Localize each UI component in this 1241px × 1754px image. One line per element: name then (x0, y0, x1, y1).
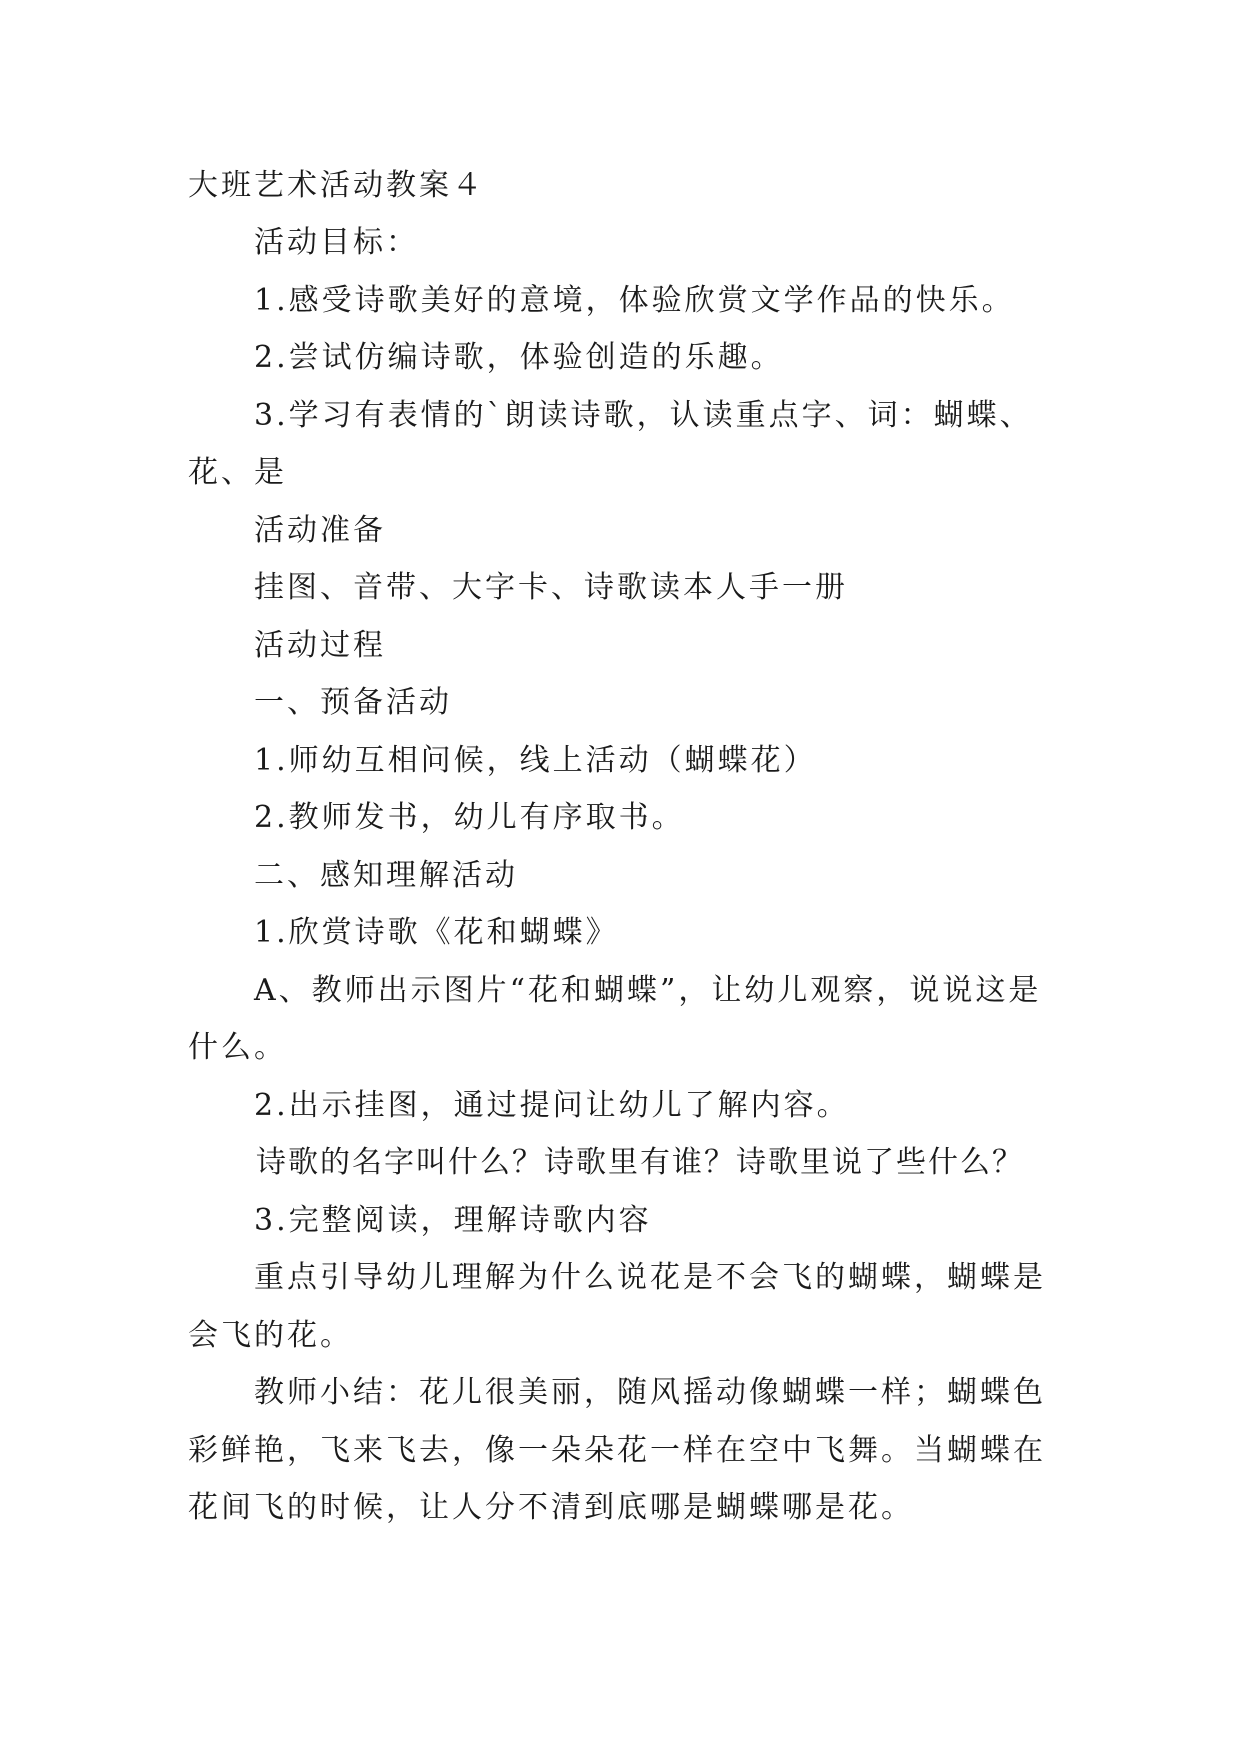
paragraph-line: A、教师出示图片“花和蝴蝶”，让幼儿观察，说说这是 (254, 973, 1042, 1008)
paragraph-line: 重点引导幼儿理解为什么说花是不会飞的蝴蝶，蝴蝶是 (254, 1260, 1046, 1295)
paragraph-line: 2.尝试仿编诗歌，体验创造的乐趣。 (254, 340, 784, 375)
paragraph-line: 3.学习有表情的`朗读诗歌，认读重点字、词：蝴蝶、 (254, 398, 1033, 433)
paragraph-line: 花、是 (188, 455, 287, 490)
paragraph-line: 会飞的花。 (188, 1318, 353, 1353)
subsection-heading: 二、感知理解活动 (254, 858, 518, 893)
subsection-heading: 一、预备活动 (254, 685, 452, 720)
paragraph-line: 挂图、音带、大字卡、诗歌读本人手一册 (254, 570, 848, 605)
paragraph-line: 什么。 (188, 1030, 287, 1065)
paragraph-line: 1.感受诗歌美好的意境，体验欣赏文学作品的快乐。 (254, 283, 1015, 318)
paragraph-line: 彩鲜艳，飞来飞去，像一朵朵花一样在空中飞舞。当蝴蝶在 (188, 1433, 1046, 1468)
document-title: 大班艺术活动教案４ (188, 168, 485, 203)
paragraph-line: 花间飞的时候，让人分不清到底哪是蝴蝶哪是花。 (188, 1490, 914, 1525)
paragraph-line: 2.教师发书，幼儿有序取书。 (254, 800, 685, 835)
section-heading-process: 活动过程 (254, 628, 386, 663)
paragraph-line: 3.完整阅读，理解诗歌内容 (254, 1203, 652, 1238)
paragraph-line: 教师小结：花儿很美丽，随风摇动像蝴蝶一样；蝴蝶色 (254, 1375, 1046, 1410)
section-heading-preparation: 活动准备 (254, 513, 386, 548)
paragraph-line: 1.师幼互相问候，线上活动（蝴蝶花） (254, 743, 817, 778)
section-heading-goals: 活动目标： (254, 225, 419, 260)
paragraph-line: 诗歌的名字叫什么？诗歌里有谁？诗歌里说了些什么？ (256, 1145, 1024, 1180)
paragraph-line: 2.出示挂图，通过提问让幼儿了解内容。 (254, 1088, 850, 1123)
paragraph-line: 1.欣赏诗歌《花和蝴蝶》 (254, 915, 619, 950)
